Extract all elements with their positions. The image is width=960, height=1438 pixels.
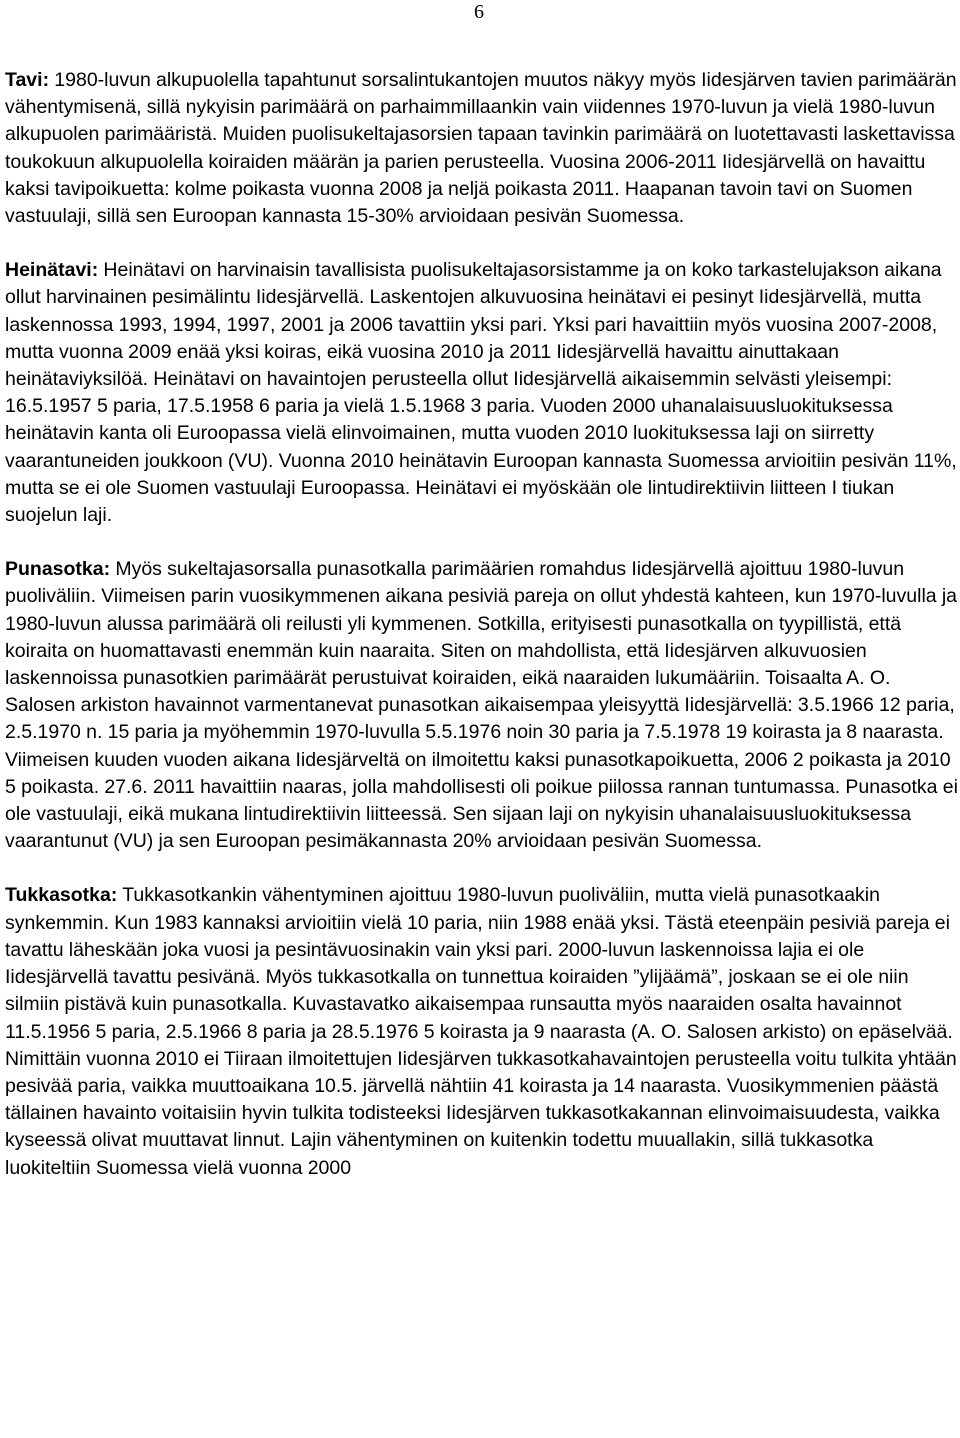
section-text: 1980-luvun alkupuolella tapahtunut sorsalintukantojen muutos näkyy myös Iidesjärven tavien parimäärän vähentymisenä, sillä nykyisin parimäärä on parhaimmillaankin vain viidennes 1970-luvun ja vielä 1980-luvun alkupuolen parimääristä. Muiden puolisukeltajasorsien tapaan tavinkin parimäärä on luotettavasti laskettavissa toukokuun alkupuolella koiraiden määrän ja parien perusteella. Vuosina 2006-2011 Iidesjärvellä on havaittu kaksi tavipoikuetta: kolme poikasta vuonna 2008 ja neljä poikasta 2011. Haapanan tavoin tavi on Suomen vastuulaji, sillä sen Euroopan kannasta 15-30% arvioidaan pesivän Suomessa. [5,69,957,228]
section-heinatavi [5,257,960,529]
section-text: Heinätavi on harvinaisin tavallisista puolisukeltajasorsistamme ja on koko tarkastelujakson aikana ollut harvinainen pesimälintu Iidesjärvellä. Laskentojen alkuvuosina heinätavi ei pesinyt Iidesjärvellä, mutta laskennossa 1993, 1994, 1997, 2001 ja 2006 tavattiin yksi pari. Yksi pari havaittiin myös vuosina 2007-2008, mutta vuonna 2009 enää yksi koiras, eikä vuosina 2010 ja 2011 Iidesjärvellä havaittu ainuttakaan heinätaviyksilöä. Heinätavi on havaintojen perusteella ollut Iidesjärvellä aikaisemmin selvästi yleisempi: 16.5.1957 5 paria, 17.5.1958 6 paria ja vielä 1.5.1968 3 paria. Vuoden 2000 uhanalaisuusluokituksessa heinätavin kanta oli Euroopassa vielä elinvoimainen, mutta vuoden 2010 luokituksessa laji on siirretty vaarantuneiden joukkoon (VU). Vuonna 2010 heinätavin Euroopan kannasta Suomessa arvioitiin pesivän 11%, mutta se ei ole Suomen vastuulaji Euroopassa. Heinätavi ei myöskään ole lintudirektiivin liitteen I tiukan suojelun laji. [5,259,957,527]
section-tukkasotka [5,882,960,1181]
section-heading: Tavi: [5,69,50,91]
section-tavi [5,67,960,230]
section-text: Myös sukeltajasorsalla punasotkalla parimäärien romahdus Iidesjärvellä ajoittuu 1980-luvun puoliväliin. Viimeisen parin vuosikymmenen aikana pesiviä pareja on ollut yhdestä kahteen, kun 1970-luvulla ja 1980-luvun alussa parimäärä oli reilusti yli kymmenen. Sotkilla, erityisesti punasotkalla on tyypillistä, että koiraita on huomattavasti enemmän kuin naaraita. Siten on mahdollista, että Iidesjärven alkuvuosien laskennoissa punasotkien parimäärät perustuivat koiraiden, eikä naaraiden lukumääriin. Toisaalta A. O. Salosen arkiston havainnot varmentanevat punasotkan aikaisempaa yleisyyttä Iidesjärvellä: 3.5.1966 12 paria, 2.5.1970 n. 15 paria ja myöhemmin 1970-luvulla 5.5.1976 noin 30 paria ja 7.5.1978 19 koirasta ja 8 naarasta. Viimeisen kuuden vuoden aikana Iidesjärveltä on ilmoitettu kaksi punasotkapoikuetta, 2006 2 poikasta ja 2010 5 poikasta. 27.6. 2011 havaittiin naaras, jolla mahdollisesti oli poikue piilossa rannan tuntumassa. Punasotka ei ole vastuulaji, eikä mukana lintudirektiivin liitteessä. Sen sijaan laji on nykyisin uhanalaisuusluokituksessa vaarantunut (VU) ja sen Euroopan pesimäkannasta 20% arvioidaan pesivän Suomessa. [5,558,958,853]
section-heading: Punasotka: [5,558,111,581]
section-heading: Heinätavi: [5,259,99,282]
section-punasotka [5,556,960,855]
section-heading: Tukkasotka: [5,884,118,907]
document-body [5,67,960,1209]
section-text: Tukkasotkankin vähentyminen ajoittuu 1980-luvun puoliväliin, mutta vielä punasotkaakin synkemmin. Kun 1983 kannaksi arvioitiin vielä 10 paria, niin 1988 enää yksi. Tästä eteenpäin pesiviä pareja ei tavattu läheskään joka vuosi ja pesintävuosinakin vain yksi pari. 2000-luvun laskennoissa lajia ei ole Iidesjärvellä tavattu pesivänä. Myös tukkasotkalla on tunnettua koiraiden ”ylijäämä”, joskaan se ei ole niin silmiin pistävä kuin punasotkalla. Kuvastavatko aikaisempaa runsautta myös naaraiden osalta havainnot 11.5.1956 5 paria, 2.5.1966 8 paria ja 28.5.1976 5 koirasta ja 9 naarasta (A. O. Salosen arkisto) on epäselvää. Nimittäin vuonna 2010 ei Tiiraan ilmoitettujen Iidesjärven tukkasotkahavaintojen perusteella voitu tulkita yhtään pesivää paria, vaikka muuttoaikana 10.5. järvellä nähtiin 41 koirasta ja 14 naarasta. Vuosikymmenien päästä tällainen havainto voitaisiin hyvin tulkita todisteeksi Iidesjärven tukkasotkakannan elinvoimaisuudesta, vaikka kyseessä olivat muuttavat linnut. Lajin vähentyminen on kuitenkin todettu muuallakin, sillä tukkasotka luokiteltiin Suomessa vielä vuonna 2000 [5,884,957,1179]
page-number: 6 [474,1,484,23]
